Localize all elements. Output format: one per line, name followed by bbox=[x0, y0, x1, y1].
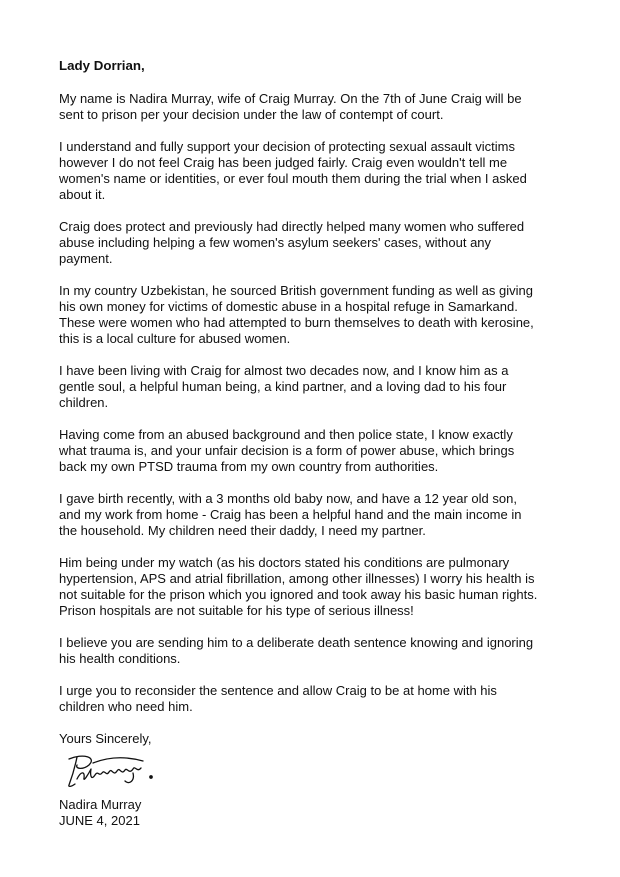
paragraph-10: I urge you to reconsider the sentence and allow Craig to be at home with his children who need him. bbox=[59, 683, 497, 714]
letter-page bbox=[59, 58, 559, 829]
handwritten-signature bbox=[63, 751, 163, 793]
letter-date: JUNE 4, 2021 bbox=[59, 813, 140, 828]
paragraph-8: Him being under my watch (as his doctors stated his conditions are pulmonary hypertension, APS and atrial fibrillation, among other illnesses) I worry his health is not suitable for the prison which you ignored and took away his basic human rights. Prison hospitals are not suitable for his type of serious illness! bbox=[59, 555, 538, 618]
salutation: Lady Dorrian, bbox=[59, 58, 145, 73]
paragraph-3: Craig does protect and previously had directly helped many women who suffered abuse including helping a few women's asylum seekers' cases, without any payment. bbox=[59, 219, 525, 266]
closing: Yours Sincerely, bbox=[59, 731, 152, 746]
signer-name: Nadira Murray bbox=[59, 797, 142, 812]
paragraph-5: I have been living with Craig for almost two decades now, and I know him as a gentle soul, a helpful human being, a kind partner, and a loving dad to his four children. bbox=[59, 363, 509, 410]
paragraph-9: I believe you are sending him to a deliberate death sentence knowing and ignoring his health conditions. bbox=[59, 635, 534, 666]
paragraph-1: My name is Nadira Murray, wife of Craig Murray. On the 7th of June Craig will be sent to prison per your decision under the law of contempt of court. bbox=[59, 91, 522, 122]
paragraph-4: In my country Uzbekistan, he sourced British government funding as well as giving his own money for victims of domestic abuse in a hospital refuge in Samarkand. These were women who had attempted to burn themselves to death with kerosine, this is a local culture for abused women. bbox=[59, 283, 534, 346]
paragraph-6: Having come from an abused background and then police state, I know exactly what trauma is, and your unfair decision is a form of power abuse, which brings back my own PTSD trauma from my own country from authorities. bbox=[59, 427, 515, 474]
paragraph-2: I understand and fully support your decision of protecting sexual assault victims however I do not feel Craig has been judged fairly. Craig even wouldn't tell me women's name or identities, or ever foul mouth them during the trial when I asked about it. bbox=[59, 139, 527, 202]
paragraph-7: I gave birth recently, with a 3 months old baby now, and have a 12 year old son, and my work from home - Craig has been a helpful hand and the main income in the household. My children need their daddy, I need my partner. bbox=[59, 491, 522, 538]
